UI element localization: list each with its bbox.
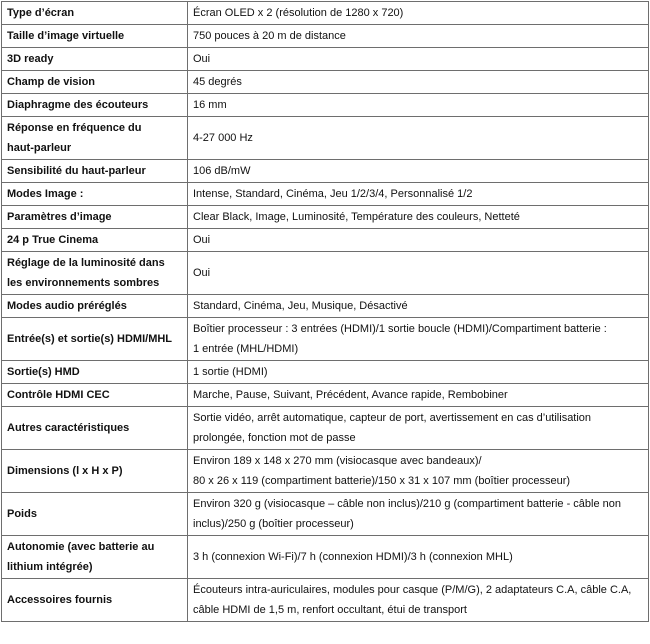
spec-label-line: Autres caractéristiques <box>7 422 130 434</box>
table-row <box>2 407 649 450</box>
spec-label-line: Taille d’image virtuelle <box>7 30 125 42</box>
spec-value-line: Écran OLED x 2 (résolution de 1280 x 720) <box>193 7 404 19</box>
spec-value-cell <box>188 407 649 450</box>
spec-value-line: Boîtier processeur : 3 entrées (HDMI)/1 sortie boucle (HDMI)/Compartiment batterie : <box>193 323 607 335</box>
spec-label-line: Sensibilité du haut-parleur <box>7 165 146 177</box>
table-row <box>2 117 649 160</box>
spec-label-line: Champ de vision <box>7 76 96 88</box>
spec-label-line: haut-parleur <box>7 142 72 154</box>
spec-label-cell <box>2 318 188 361</box>
spec-value-cell <box>188 384 649 407</box>
spec-label-line: 24 p True Cinema <box>7 234 99 246</box>
spec-value-cell <box>188 117 649 160</box>
spec-value-line: Environ 189 x 148 x 270 mm (visiocasque avec bandeaux)/ <box>193 455 482 467</box>
spec-value-line: Sortie vidéo, arrêt automatique, capteur de port, avertissement en cas d’utilisation <box>193 412 592 424</box>
spec-label-cell <box>2 384 188 407</box>
spec-label-cell <box>2 579 188 622</box>
spec-label-line: lithium intégrée) <box>7 561 93 573</box>
table-row <box>2 94 649 117</box>
spec-value-line: Environ 320 g (visiocasque – câble non inclus)/210 g (compartiment batterie - câble non <box>193 498 622 510</box>
spec-value-cell <box>188 295 649 318</box>
table-row <box>2 160 649 183</box>
spec-label-cell <box>2 2 188 25</box>
spec-value-line: Oui <box>193 53 211 65</box>
spec-label-cell <box>2 295 188 318</box>
spec-value-line: 45 degrés <box>193 76 242 88</box>
spec-label-line: Réglage de la luminosité dans <box>7 257 165 269</box>
spec-value-line: Clear Black, Image, Luminosité, Température des couleurs, Netteté <box>193 211 520 223</box>
spec-value-line: 106 dB/mW <box>193 165 251 177</box>
spec-value-cell <box>188 71 649 94</box>
spec-value-line: 750 pouces à 20 m de distance <box>193 30 346 42</box>
table-row <box>2 2 649 25</box>
spec-label-line: Autonomie (avec batterie au <box>7 541 155 553</box>
spec-value-cell <box>188 493 649 536</box>
spec-label-cell <box>2 160 188 183</box>
spec-label-cell <box>2 183 188 206</box>
spec-value-line: inclus)/250 g (boîtier processeur) <box>193 518 354 530</box>
spec-label-line: Modes audio préréglés <box>7 300 127 312</box>
spec-label-line: Sortie(s) HMD <box>7 366 80 378</box>
spec-value-cell <box>188 536 649 579</box>
spec-value-cell <box>188 160 649 183</box>
spec-value-cell <box>188 48 649 71</box>
spec-value-line: 4-27 000 Hz <box>193 132 253 144</box>
table-row <box>2 361 649 384</box>
spec-value-line: Intense, Standard, Cinéma, Jeu 1/2/3/4, Personnalisé 1/2 <box>193 188 473 200</box>
table-row <box>2 183 649 206</box>
spec-value-line: 1 sortie (HDMI) <box>193 366 268 378</box>
table-row <box>2 206 649 229</box>
spec-label-line: Accessoires fournis <box>7 594 113 606</box>
spec-value-line: Marche, Pause, Suivant, Précédent, Avance rapide, Rembobiner <box>193 389 508 401</box>
spec-value-line: Oui <box>193 267 211 279</box>
table-row <box>2 48 649 71</box>
spec-value-cell <box>188 94 649 117</box>
spec-label-line: Modes Image : <box>7 188 84 200</box>
spec-value-line: 16 mm <box>193 99 227 111</box>
spec-value-cell <box>188 252 649 295</box>
table-row <box>2 450 649 493</box>
spec-label-cell <box>2 361 188 384</box>
table-row <box>2 252 649 295</box>
spec-value-line: 3 h (connexion Wi-Fi)/7 h (connexion HDMI)/3 h (connexion MHL) <box>193 551 513 563</box>
spec-label-cell <box>2 407 188 450</box>
table-row <box>2 579 649 622</box>
spec-value-line: Oui <box>193 234 211 246</box>
spec-label-line: Paramètres d’image <box>7 211 112 223</box>
table-row <box>2 384 649 407</box>
spec-value-line: Standard, Cinéma, Jeu, Musique, Désactivé <box>193 300 408 312</box>
spec-label-line: Entrée(s) et sortie(s) HDMI/MHL <box>7 333 173 345</box>
table-row <box>2 493 649 536</box>
spec-label-line: Réponse en fréquence du <box>7 122 142 134</box>
spec-label-cell <box>2 48 188 71</box>
table-row <box>2 229 649 252</box>
table-row <box>2 536 649 579</box>
spec-label-cell <box>2 94 188 117</box>
spec-label-line: Contrôle HDMI CEC <box>7 389 110 401</box>
spec-label-line: Type d’écran <box>7 7 75 19</box>
spec-label-cell <box>2 71 188 94</box>
spec-label-cell <box>2 450 188 493</box>
spec-label-cell <box>2 117 188 160</box>
spec-value-cell <box>188 2 649 25</box>
spec-label-cell <box>2 536 188 579</box>
table-row <box>2 295 649 318</box>
spec-label-cell <box>2 252 188 295</box>
spec-value-cell <box>188 206 649 229</box>
spec-value-cell <box>188 361 649 384</box>
spec-label-line: Dimensions (l x H x P) <box>7 465 123 477</box>
spec-label-line: les environnements sombres <box>7 277 160 289</box>
spec-label-line: Poids <box>7 508 37 520</box>
spec-label-line: 3D ready <box>7 53 54 65</box>
spec-table-body <box>2 2 649 622</box>
spec-value-cell <box>188 318 649 361</box>
spec-value-cell <box>188 183 649 206</box>
spec-value-line: câble HDMI de 1,5 m, renfort occultant, étui de transport <box>193 604 467 616</box>
spec-label-line: Diaphragme des écouteurs <box>7 99 149 111</box>
spec-value-cell <box>188 579 649 622</box>
spec-value-cell <box>188 229 649 252</box>
table-row <box>2 25 649 48</box>
spec-value-cell <box>188 25 649 48</box>
spec-value-cell <box>188 450 649 493</box>
spec-table <box>1 1 649 622</box>
spec-label-cell <box>2 206 188 229</box>
spec-label-cell <box>2 25 188 48</box>
spec-value-line: 80 x 26 x 119 (compartiment batterie)/150 x 31 x 107 mm (boîtier processeur) <box>193 475 571 487</box>
spec-value-line: prolongée, fonction mot de passe <box>193 432 356 444</box>
spec-value-line: 1 entrée (MHL/HDMI) <box>193 343 299 355</box>
table-row <box>2 318 649 361</box>
table-row <box>2 71 649 94</box>
spec-label-cell <box>2 493 188 536</box>
spec-label-cell <box>2 229 188 252</box>
spec-value-line: Écouteurs intra-auriculaires, modules pour casque (P/M/G), 2 adaptateurs C.A, câble C.A, <box>193 584 632 596</box>
